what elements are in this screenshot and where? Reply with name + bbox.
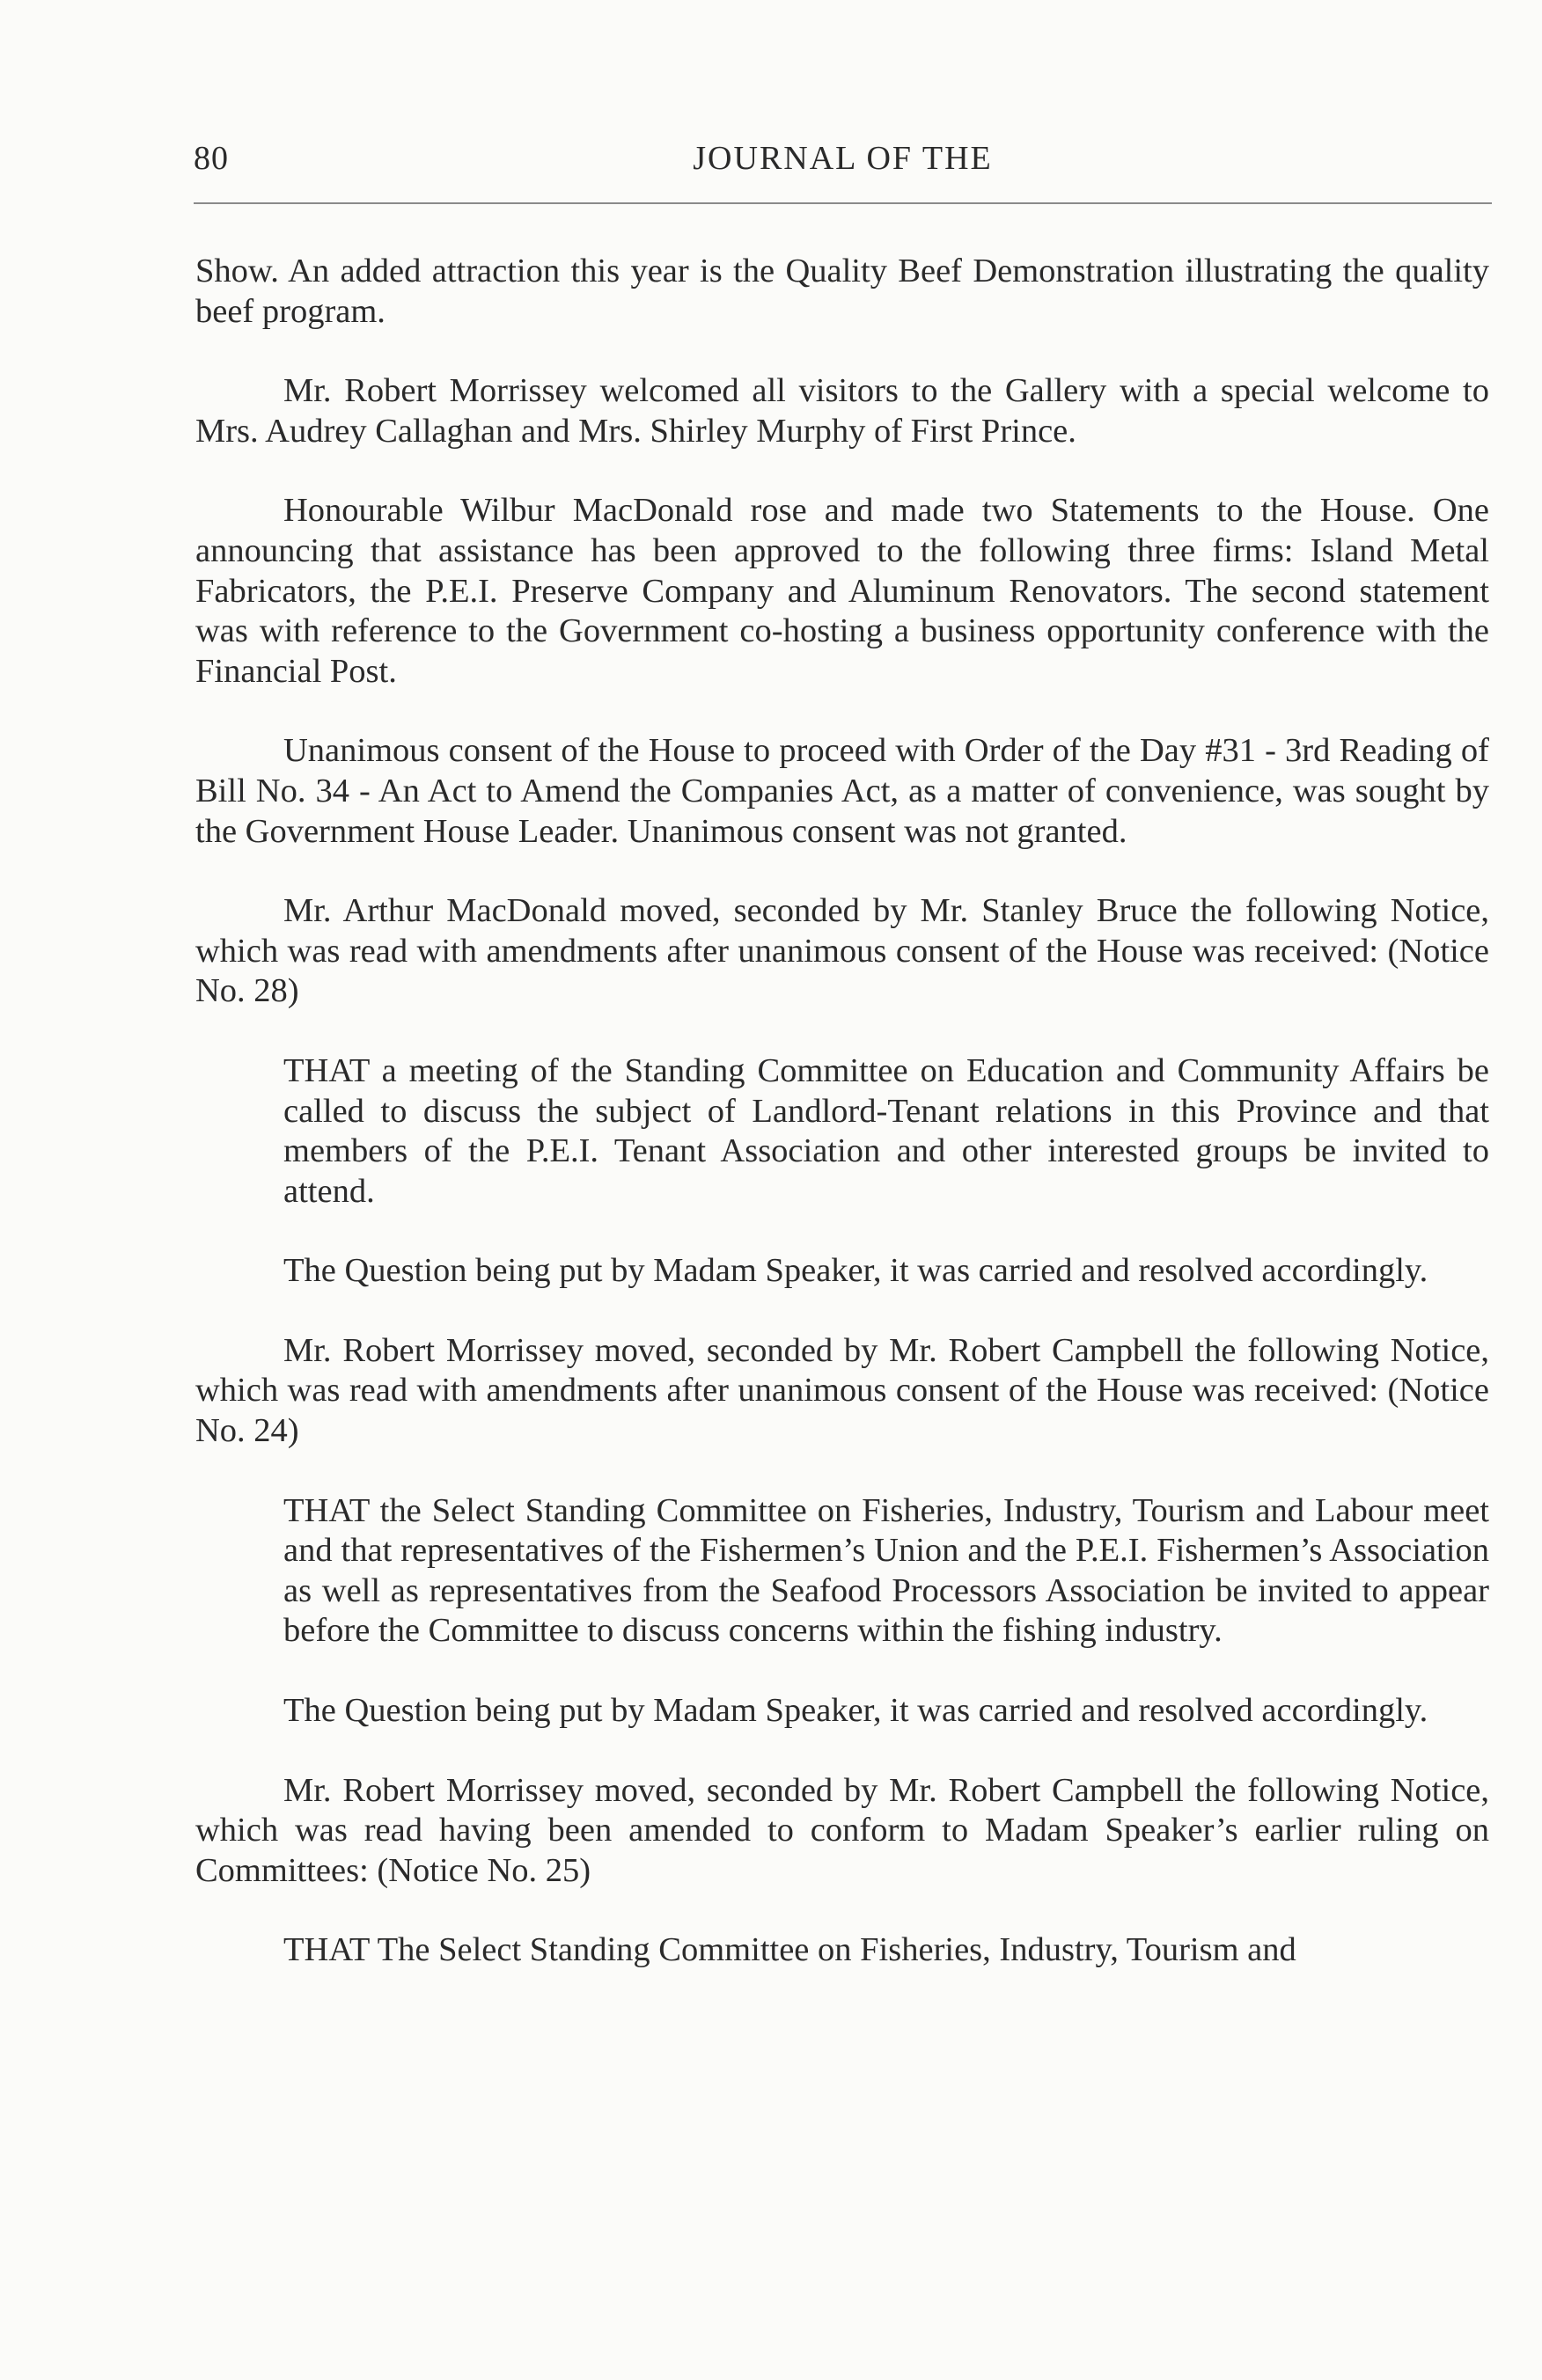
paragraph-unanimous-consent: Unanimous consent of the House to proceed with Order of the Day #31 - 3rd Reading of Bill No. 34 - An Act to Amend the Companies Act, as a matter of convenience, was sought by the Government House Leader. Unanimous consent was not granted.	[195, 732, 1489, 850]
motion-text-notice-25: THAT The Select Standing Committee on Fisheries, Industry, Tourism and	[283, 1931, 1296, 1969]
paragraph-motion-notice-24: Mr. Robert Morrissey moved, seconded by Mr. Robert Campbell the following Notice, which was read with amendments after unanimous consent of the House was received: (Notice No. 24)	[195, 1331, 1489, 1450]
paragraph-question-carried-2: The Question being put by Madam Speaker, it was carried and resolved accordingly.	[283, 1692, 1428, 1730]
page-number: 80	[194, 140, 229, 177]
paragraph-motion-notice-25: Mr. Robert Morrissey moved, seconded by Mr. Robert Campbell the following Notice, which was read having been amended to conform to Madam Speaker’s earlier ruling on Committees: (Notice No. 25)	[195, 1771, 1489, 1889]
motion-text-notice-28: THAT a meeting of the Standing Committee on Education and Community Affairs be called to discuss the subject of Landlord-Tenant relations in this Province and that members of the P.E.I. Tenant Association and other interested groups be invited to attend.	[283, 1051, 1489, 1210]
header-rule	[194, 202, 1492, 204]
running-head: JOURNAL OF THE	[693, 140, 993, 177]
motion-text-notice-24: THAT the Select Standing Committee on Fisheries, Industry, Tourism and Labour meet and that representatives of the Fishermen’s Union and the P.E.I. Fishermen’s Association as well as representatives from the Seafood Processors Association be invited to appear before the Committee to discuss concerns within the fishing industry.	[283, 1491, 1489, 1650]
journal-body	[195, 252, 1489, 1971]
paragraph-motion-notice-28: Mr. Arthur MacDonald moved, seconded by Mr. Stanley Bruce the following Notice, which was read with amendments after unanimous consent of the House was received: (Notice No. 28)	[195, 892, 1489, 1010]
page-header	[194, 132, 1492, 194]
paragraph-question-carried-1: The Question being put by Madam Speaker, it was carried and resolved accordingly.	[283, 1252, 1428, 1290]
paragraph-statements: Honourable Wilbur MacDonald rose and made two Statements to the House. One announcing that assistance has been approved to the following three firms: Island Metal Fabricators, the P.E.I. Preserve Company and Aluminum Renovators. The second statement was with reference to the Government co-hosting a business opportunity conference with the Financial Post.	[195, 492, 1489, 690]
paragraph-welcome: Mr. Robert Morrissey welcomed all visitors to the Gallery with a special welcome to Mrs. Audrey Callaghan and Mrs. Shirley Murphy of First Prince.	[195, 372, 1489, 450]
paragraph-show: Show. An added attraction this year is the Quality Beef Demonstration illustrating the quality beef program.	[195, 253, 1489, 330]
